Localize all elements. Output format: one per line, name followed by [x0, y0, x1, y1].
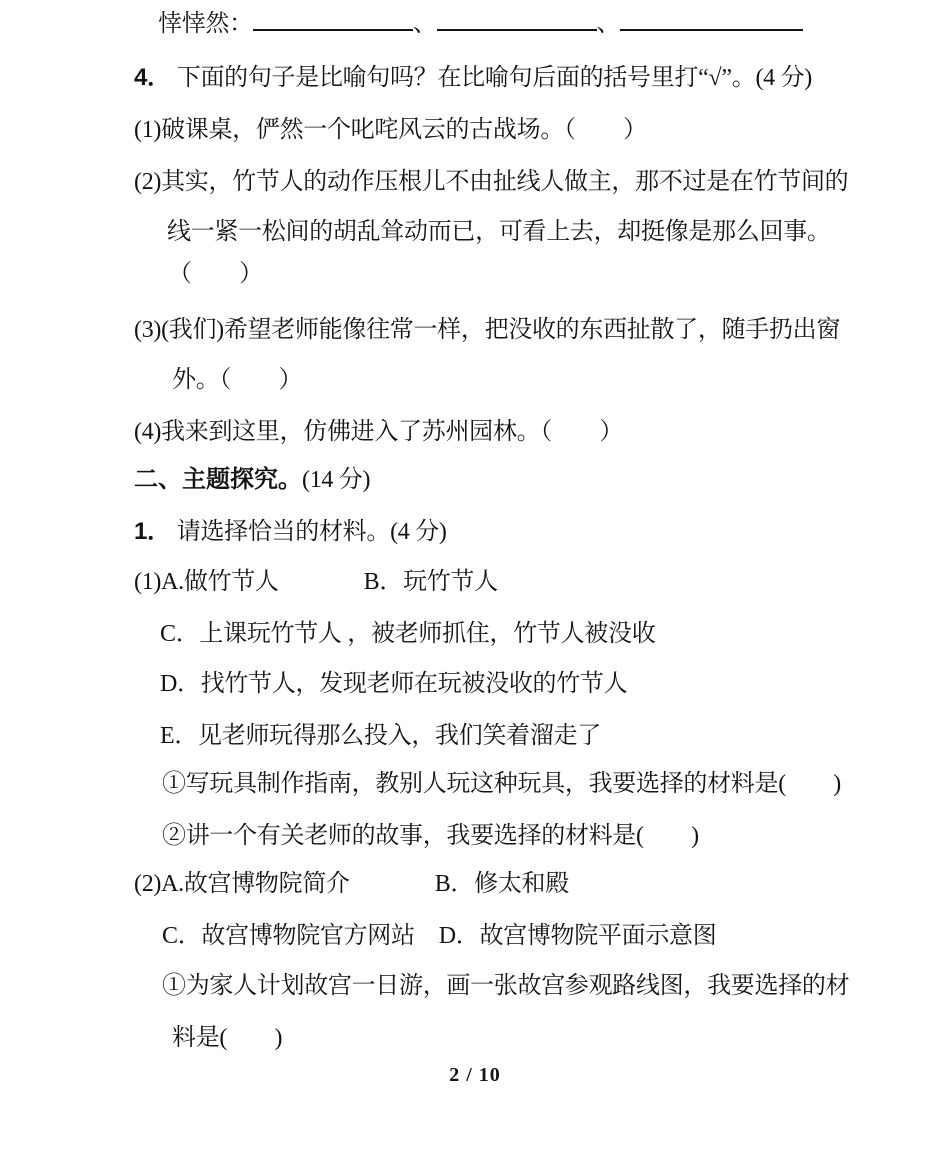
s2-q1-p1-option-d: [160, 668, 627, 700]
fill-in-line: [158, 8, 803, 40]
answer-blank: [620, 27, 803, 31]
sub-question-text: 料是( ): [172, 1025, 283, 1051]
q4-item-2-answer-brackets: [168, 258, 263, 290]
item-text: (4)我来到这里，仿佛进入了苏州园林。（ ）: [134, 419, 624, 445]
page-indicator-text: 2 / 10: [449, 1064, 501, 1086]
s2-q1-p2-sub-1-line-1: [162, 970, 849, 1002]
s2-q1-header: [134, 516, 447, 548]
q4-item-2-line-2: [167, 216, 831, 248]
s2-q1-p1-options-ab: [134, 566, 498, 598]
q4-item-4: [134, 416, 623, 448]
section-title: 二、主题探究。: [134, 466, 302, 493]
question-score: (4 分): [390, 519, 447, 545]
separator: 、: [412, 11, 437, 37]
q4-item-2-line-1: [134, 166, 848, 198]
question-prompt: 下面的句子是比喻句吗？在比喻句后面的括号里打“√”。: [176, 65, 756, 91]
fill-in-label: 悻悻然：: [158, 11, 253, 37]
page-number: [0, 1064, 950, 1087]
sub-question-text: ②讲一个有关老师的故事，我要选择的材料是( ): [162, 823, 699, 849]
sub-question-text: ①为家人计划故宫一日游，画一张故宫参观路线图，我要选择的材: [162, 973, 850, 999]
option-c: C．上课玩竹节人 ，被老师抓住，竹节人被没收: [160, 621, 656, 647]
option-c: C．故宫博物院官方网站: [162, 923, 415, 949]
section-2-header: [134, 464, 370, 496]
separator: 、: [596, 11, 621, 37]
s2-q1-p1-sub-2: [162, 820, 699, 852]
option-a: (1)A.做竹节人: [134, 569, 279, 595]
option-b: B．玩竹节人: [363, 569, 498, 595]
question-prompt: 请选择恰当的材料。: [176, 519, 391, 545]
item-text: (1)破课桌，俨然一个叱咤风云的古战场。（ ）: [134, 117, 647, 143]
s2-q1-p2-sub-1-line-2: [172, 1022, 282, 1054]
answer-blank: [437, 27, 597, 31]
s2-q1-p2-options-cd: [162, 920, 716, 952]
question-number: 1．: [134, 518, 171, 545]
q4-item-1: [134, 114, 647, 146]
item-text: （ ）: [168, 261, 263, 287]
sub-question-text: ①写玩具制作指南，教别人玩这种玩具，我要选择的材料是( ): [162, 771, 841, 797]
item-text: (2)其实，竹节人的动作压根儿不由扯线人做主，那不过是在竹节间的: [134, 169, 849, 195]
s2-q1-p1-option-e: [160, 720, 601, 752]
question-score: (4 分): [755, 65, 812, 91]
question-number: 4．: [134, 64, 171, 91]
option-d: D．找竹节人，发现老师在玩被没收的竹节人: [160, 671, 628, 697]
question-4-header: [134, 62, 812, 94]
q4-item-3-line-1: [134, 314, 840, 346]
item-text: (3)(我们)希望老师能像往常一样，把没收的东西扯散了，随手扔出窗: [134, 317, 841, 343]
s2-q1-p1-sub-1: [162, 768, 841, 800]
s2-q1-p1-option-c: [160, 618, 655, 650]
option-e: E．见老师玩得那么投入，我们笑着溜走了: [160, 723, 601, 749]
item-text: 外。（ ）: [172, 367, 303, 393]
section-score: (14 分): [302, 467, 371, 493]
s2-q1-p2-options-ab: [134, 868, 569, 900]
answer-blank: [253, 27, 413, 31]
option-a: (2)A.故宫博物院简介: [134, 871, 350, 897]
q4-item-3-line-2: [172, 364, 302, 396]
option-b: B．修太和殿: [434, 871, 569, 897]
option-d: D．故宫博物院平面示意图: [438, 923, 717, 949]
item-text: 线一紧一松间的胡乱耸动而已，可看上去，却挺像是那么回事。: [167, 219, 831, 245]
